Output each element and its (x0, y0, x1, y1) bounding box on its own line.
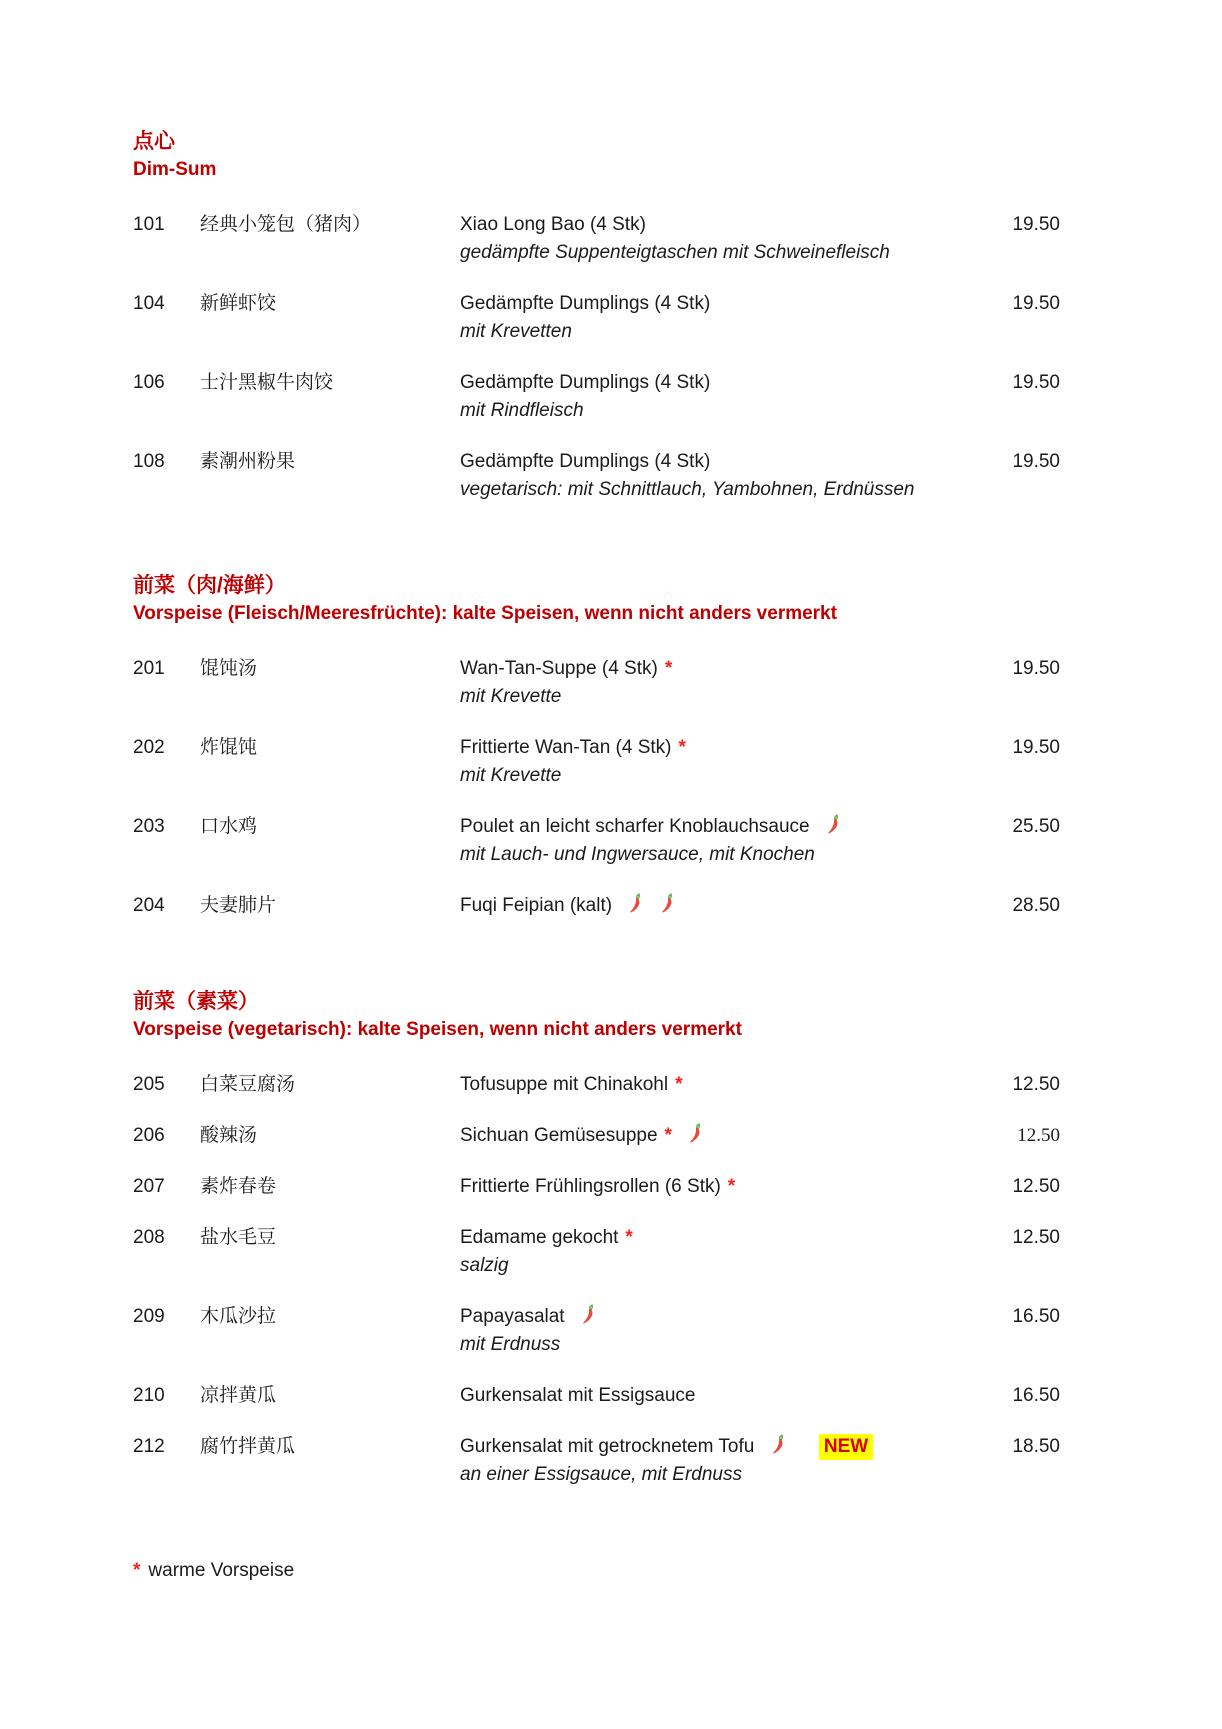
item-main (460, 1071, 980, 1099)
item-row (133, 1303, 1060, 1331)
item-row (133, 1224, 1060, 1252)
item-name-de: Fuqi Feipian (kalt) (460, 895, 613, 916)
chili-icon (826, 814, 841, 835)
item-name-de: Gedämpfte Dumplings (4 Stk) (460, 293, 711, 314)
item-main (460, 813, 980, 841)
item-description-row (133, 1461, 1060, 1489)
legend-text: warme Vorspeise (148, 1560, 295, 1581)
item-price: 18.50 (1012, 1436, 1060, 1457)
warm-asterisk: * (678, 737, 686, 758)
item-number: 203 (133, 816, 165, 837)
item-name-de: Wan-Tan-Suppe (4 Stk) (460, 658, 658, 679)
menu-sections (133, 128, 1060, 1489)
item-description-row (133, 476, 1060, 504)
section-title-zh: 前菜（肉/海鲜） (133, 574, 286, 597)
item-number: 207 (133, 1176, 165, 1197)
warm-asterisk: * (664, 1125, 672, 1146)
item-main (460, 1122, 980, 1150)
item-row (133, 655, 1060, 683)
item-number: 106 (133, 372, 165, 393)
item-main (460, 1224, 980, 1252)
item-price: 28.50 (1012, 895, 1060, 916)
section-title-de: Dim-Sum (133, 159, 217, 180)
item-main (460, 1173, 980, 1201)
item-price: 12.50 (1012, 1227, 1060, 1248)
item-name-zh: 盐水毛豆 (200, 1227, 277, 1248)
item-row (133, 211, 1060, 239)
item-name-de: Poulet an leicht scharfer Knoblauchsauce (460, 816, 810, 837)
item-number: 210 (133, 1385, 165, 1406)
item-price: 19.50 (1012, 214, 1060, 235)
item-number: 206 (133, 1125, 165, 1146)
item-name-zh: 酸辣汤 (200, 1125, 258, 1146)
item-price: 12.50 (1017, 1125, 1060, 1146)
section-items (133, 211, 1060, 504)
chili-icon (688, 1123, 703, 1144)
item-description: salzig (460, 1255, 509, 1276)
item-main (460, 892, 980, 920)
warm-asterisk: * (625, 1227, 633, 1248)
item-name-zh: 素潮州粉果 (200, 451, 296, 472)
item-description-row (133, 239, 1060, 267)
menu-item (133, 1224, 1060, 1280)
warm-asterisk: * (727, 1176, 736, 1197)
item-price: 25.50 (1012, 816, 1060, 837)
item-name-de: Tofusuppe mit Chinakohl (460, 1074, 669, 1095)
item-price: 19.50 (1012, 372, 1060, 393)
item-main (460, 448, 980, 476)
item-number: 208 (133, 1227, 165, 1248)
warm-asterisk: * (664, 658, 673, 679)
item-description: mit Krevetten (460, 321, 572, 342)
item-description-row (133, 318, 1060, 346)
menu-item (133, 1122, 1060, 1150)
menu-item (133, 448, 1060, 504)
item-name-de: Frittierte Wan-Tan (4 Stk) (460, 737, 672, 758)
chili-icons (612, 895, 675, 916)
item-description: mit Krevette (460, 765, 562, 786)
item-number: 104 (133, 293, 165, 314)
section-title-de: Vorspeise (Fleisch/Meeresfrüchte): kalte Speisen, wenn nicht anders vermerkt (133, 603, 837, 624)
item-name-zh: 口水鸡 (200, 816, 258, 837)
item-number: 108 (133, 451, 165, 472)
item-row (133, 1433, 1060, 1461)
item-description: mit Lauch- und Ingwersauce, mit Knochen (460, 844, 815, 865)
menu-section (133, 988, 1060, 1489)
item-price: 19.50 (1012, 451, 1060, 472)
item-name-zh: 素炸春卷 (200, 1176, 277, 1197)
item-number: 205 (133, 1074, 165, 1095)
item-number: 202 (133, 737, 165, 758)
item-number: 201 (133, 658, 165, 679)
item-price: 12.50 (1012, 1176, 1060, 1197)
chili-icon (771, 1434, 786, 1455)
section-title-de: Vorspeise (vegetarisch): kalte Speisen, wenn nicht anders vermerkt (133, 1019, 742, 1040)
item-name-zh: 腐竹拌黄瓜 (200, 1436, 296, 1457)
item-name-zh: 馄饨汤 (200, 658, 258, 679)
menu-item (133, 1433, 1060, 1489)
section-title-zh: 前菜（素菜） (133, 990, 259, 1013)
chili-icon (581, 1304, 596, 1325)
chili-icons (565, 1306, 596, 1327)
item-name-zh: 凉拌黄瓜 (200, 1385, 277, 1406)
item-description-row (133, 683, 1060, 711)
menu-item (133, 211, 1060, 267)
item-row (133, 1122, 1060, 1150)
item-main (460, 734, 980, 762)
menu-item (133, 813, 1060, 869)
item-name-zh: 白菜豆腐汤 (200, 1074, 296, 1095)
menu-section (133, 128, 1060, 504)
menu-item (133, 1382, 1060, 1410)
item-name-zh: 夫妻肺片 (200, 895, 277, 916)
item-name-de: Gurkensalat mit Essigsauce (460, 1385, 696, 1406)
menu-item (133, 734, 1060, 790)
item-number: 209 (133, 1306, 165, 1327)
item-row (133, 734, 1060, 762)
item-price: 19.50 (1012, 737, 1060, 758)
item-row (133, 290, 1060, 318)
item-main (460, 1382, 980, 1410)
item-row (133, 1382, 1060, 1410)
chili-icons (672, 1125, 703, 1146)
item-main (460, 211, 980, 239)
item-name-zh: 新鲜虾饺 (200, 293, 277, 314)
item-price: 16.50 (1012, 1385, 1060, 1406)
legend (133, 1557, 1060, 1585)
item-row (133, 448, 1060, 476)
item-number: 204 (133, 895, 165, 916)
section-items (133, 1071, 1060, 1489)
item-name-zh: 经典小笼包（猪肉） (200, 214, 372, 235)
chili-icons (754, 1436, 791, 1457)
item-row (133, 1071, 1060, 1099)
chili-icon (660, 893, 675, 914)
item-name-zh: 炸馄饨 (200, 737, 258, 758)
warm-asterisk: * (675, 1074, 683, 1095)
menu-item (133, 290, 1060, 346)
menu-item (133, 369, 1060, 425)
item-name-de: Sichuan Gemüsesuppe (460, 1125, 658, 1146)
warm-asterisk: * (133, 1560, 141, 1581)
item-main (460, 1433, 980, 1461)
item-name-zh: 士汁黑椒牛肉饺 (200, 372, 334, 393)
menu-item (133, 1173, 1060, 1201)
item-description-row (133, 397, 1060, 425)
item-main (460, 1303, 980, 1331)
item-description: gedämpfte Suppenteigtaschen mit Schweinefleisch (460, 242, 890, 263)
section-items (133, 655, 1060, 920)
item-price: 19.50 (1012, 293, 1060, 314)
item-main (460, 290, 980, 318)
item-description: vegetarisch: mit Schnittlauch, Yambohnen, Erdnüssen (460, 479, 915, 500)
item-row (133, 813, 1060, 841)
chili-icon (628, 893, 643, 914)
item-name-de: Frittierte Frühlingsrollen (6 Stk) (460, 1176, 721, 1197)
item-name-de: Edamame gekocht (460, 1227, 619, 1248)
item-name-de: Gedämpfte Dumplings (4 Stk) (460, 372, 711, 393)
item-main (460, 655, 980, 683)
menu-item (133, 1303, 1060, 1359)
item-description-row (133, 762, 1060, 790)
menu-item (133, 1071, 1060, 1099)
item-description-row (133, 1331, 1060, 1359)
item-name-zh: 木瓜沙拉 (200, 1306, 277, 1327)
item-name-de: Papayasalat (460, 1306, 565, 1327)
item-number: 101 (133, 214, 165, 235)
item-main (460, 369, 980, 397)
item-row (133, 1173, 1060, 1201)
menu-item (133, 892, 1060, 920)
chili-icons (810, 816, 841, 837)
item-name-de: Xiao Long Bao (4 Stk) (460, 214, 646, 235)
item-price: 16.50 (1012, 1306, 1060, 1327)
item-price: 12.50 (1012, 1074, 1060, 1095)
item-description-row (133, 841, 1060, 869)
item-description-row (133, 1252, 1060, 1280)
item-description: mit Erdnuss (460, 1334, 561, 1355)
new-badge: NEW (819, 1434, 873, 1460)
menu-section (133, 572, 1060, 920)
section-title-zh: 点心 (133, 130, 175, 153)
item-number: 212 (133, 1436, 165, 1457)
item-row (133, 369, 1060, 397)
item-row (133, 892, 1060, 920)
item-description: mit Rindfleisch (460, 400, 584, 421)
item-description: mit Krevette (460, 686, 562, 707)
item-name-de: Gurkensalat mit getrocknetem Tofu (460, 1436, 755, 1457)
item-description: an einer Essigsauce, mit Erdnuss (460, 1464, 742, 1485)
item-price: 19.50 (1012, 658, 1060, 679)
item-name-de: Gedämpfte Dumplings (4 Stk) (460, 451, 711, 472)
menu-item (133, 655, 1060, 711)
